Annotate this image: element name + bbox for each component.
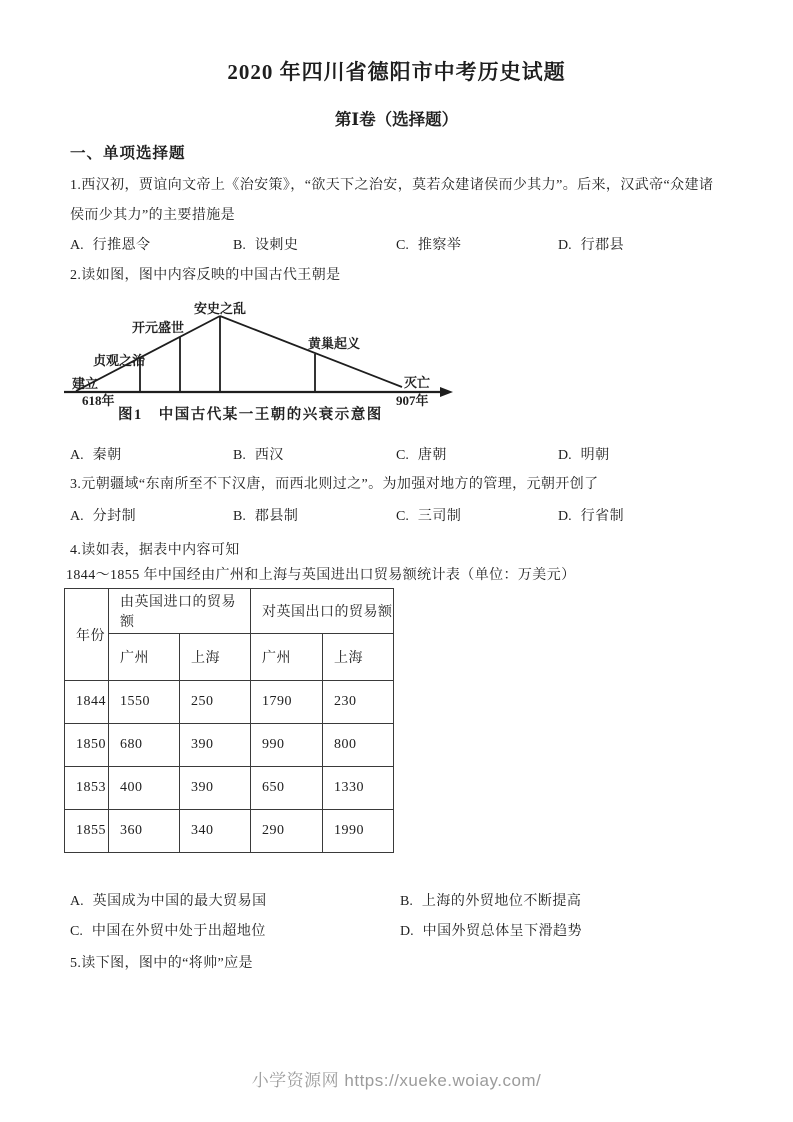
question-1-option-d: D. 行郡县 — [558, 238, 625, 253]
question-4-option-a: A. 英国成为中国的最大贸易国 — [70, 894, 267, 909]
table-cell: 1330 — [323, 767, 394, 810]
table-cell: 1853 — [65, 767, 109, 810]
question-1-option-c: C. 推察举 — [396, 238, 462, 253]
question-1-options — [0, 234, 793, 252]
table-cell: 290 — [251, 810, 323, 853]
question-1-option-a: A. 行推恩令 — [70, 238, 151, 253]
dynasty-rise-fall-diagram — [60, 292, 460, 410]
table-cell: 1550 — [109, 681, 180, 724]
question-1-text-line1: 1.西汉初，贾谊向文帝上《治安策》，“欲天下之治安，莫若众建诸侯而少其力”。后来，汉武帝“众建诸 — [70, 178, 714, 193]
question-1-text-line2: 侯而少其力”的主要措施是 — [70, 208, 236, 223]
table-cell: 1855 — [65, 810, 109, 853]
table-row — [65, 810, 394, 853]
table-cell: 680 — [109, 724, 180, 767]
question-4-option-d: D. 中国外贸总体呈下滑趋势 — [400, 924, 583, 939]
fall-line — [220, 316, 402, 387]
table-cell: 1990 — [323, 810, 394, 853]
table-subheader-guangzhou-import: 广州 — [109, 634, 180, 681]
question-3-text: 3.元朝疆域“东南所至不下汉唐，而西北则过之”。为加强对地方的管理，元朝开创了 — [70, 477, 599, 492]
table-cell: 360 — [109, 810, 180, 853]
question-3-options — [0, 505, 793, 523]
table-cell: 1844 — [65, 681, 109, 724]
table-cell: 400 — [109, 767, 180, 810]
table-row — [65, 681, 394, 724]
table-cell: 250 — [180, 681, 251, 724]
table-cell: 1850 — [65, 724, 109, 767]
site-watermark: 小学资源网 https://xueke.woiay.com/ — [251, 1071, 542, 1090]
table-cell: 800 — [323, 724, 394, 767]
table-subheader-shanghai-import: 上海 — [180, 634, 251, 681]
figure-label-kaiyuan: 开元盛世 — [132, 320, 185, 335]
table-cell: 390 — [180, 767, 251, 810]
figure-1-caption: 图1 中国古代某一王朝的兴衰示意图 — [118, 407, 383, 423]
trade-table — [64, 588, 394, 853]
table-header-import-group: 由英国进口的贸易额 — [109, 589, 251, 634]
question-3-option-b: B. 郡县制 — [233, 509, 299, 524]
question-5-text: 5.读下图，图中的“将帅”应是 — [70, 956, 253, 971]
question-4-options-row1 — [0, 890, 793, 908]
question-2-options — [0, 444, 793, 462]
trade-table-caption: 1844～1855 年中国经由广州和上海与英国进出口贸易额统计表（单位：万美元） — [66, 568, 576, 583]
table-subheader-guangzhou-export: 广州 — [251, 634, 323, 681]
figure-label-anshi: 安史之乱 — [194, 301, 247, 316]
table-header-year: 年份 — [65, 589, 109, 681]
table-cell: 340 — [180, 810, 251, 853]
question-1-option-b: B. 设刺史 — [233, 238, 299, 253]
question-3-option-d: D. 行省制 — [558, 509, 625, 524]
question-2-option-a: A. 秦朝 — [70, 448, 122, 463]
figure-label-huangchao: 黄巢起义 — [308, 336, 361, 351]
figure-label-start-year: 618年 — [82, 393, 115, 408]
figure-label-end: 灭亡 — [404, 375, 431, 390]
question-2-text: 2.读如图，图中内容反映的中国古代王朝是 — [70, 268, 341, 283]
question-4-option-c: C. 中国在外贸中处于出超地位 — [70, 924, 266, 939]
figure-label-start: 建立 — [72, 376, 99, 391]
table-header-export-group: 对英国出口的贸易额 — [251, 589, 394, 634]
question-4-options-row2 — [0, 920, 793, 938]
table-cell: 1790 — [251, 681, 323, 724]
question-4-text: 4.读如表，据表中内容可知 — [70, 543, 240, 558]
page-title: 2020 年四川省德阳市中考历史试题 — [227, 60, 566, 84]
question-3-option-a: A. 分封制 — [70, 509, 137, 524]
section-heading: 一、单项选择题 — [70, 145, 186, 162]
table-subheader-shanghai-export: 上海 — [323, 634, 394, 681]
question-2-option-d: D. 明朝 — [558, 448, 610, 463]
table-cell: 650 — [251, 767, 323, 810]
question-4-option-b: B. 上海的外贸地位不断提高 — [400, 894, 582, 909]
figure-label-end-year: 907年 — [396, 393, 429, 408]
figure-label-zhenguan: 贞观之治 — [93, 353, 146, 368]
table-row — [65, 724, 394, 767]
table-cell: 990 — [251, 724, 323, 767]
timeline-arrowhead-icon — [440, 387, 453, 397]
question-2-option-c: C. 唐朝 — [396, 448, 447, 463]
table-cell: 390 — [180, 724, 251, 767]
question-3-option-c: C. 三司制 — [396, 509, 462, 524]
table-row — [65, 767, 394, 810]
question-2-option-b: B. 西汉 — [233, 448, 284, 463]
paper-part-heading: 第Ⅰ卷（选择题） — [334, 110, 459, 129]
table-cell: 230 — [323, 681, 394, 724]
